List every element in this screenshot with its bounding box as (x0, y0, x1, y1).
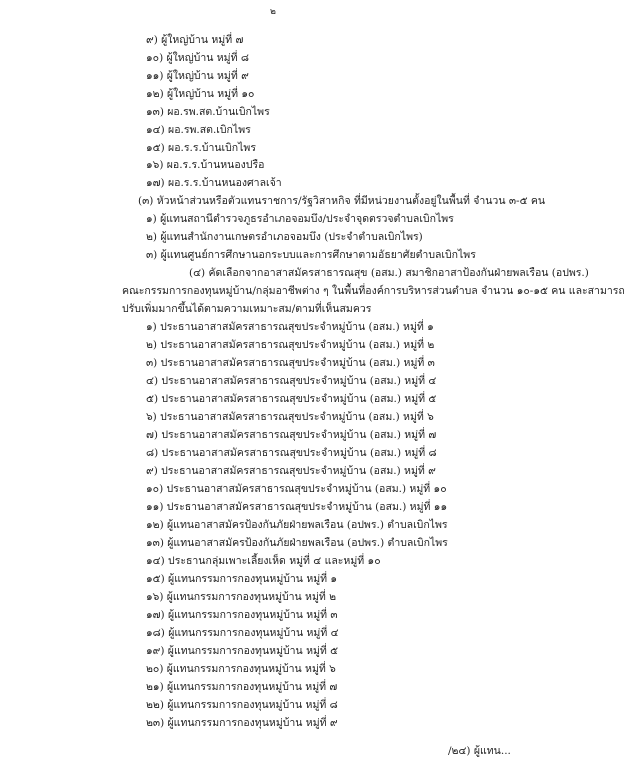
list-item: ๑๑) ประธานอาสาสมัครสาธารณสุขประจำหมู่บ้าน (อสม.) หมู่ที่ ๑๑ (146, 501, 448, 513)
section-heading: (๔) คัดเลือกจากอาสาสมัครสาธารณสุข (อสม.) สมาชิกอาสาป้องกันฝ่ายพลเรือน (อปพร.) (189, 267, 589, 279)
list-item: ๑๖) ผอ.ร.ร.บ้านหนองปรือ (146, 159, 265, 171)
list-item: ๑๐) ผู้ใหญ่บ้าน หมู่ที่ ๘ (146, 52, 249, 64)
list-item: ๓) ผู้แทนศูนย์การศึกษานอกระบบและการศึกษาตามอัธยาศัยตำบลเบิกไพร (146, 249, 476, 261)
list-item: ๑๔) ผอ.รพ.สต.เบิกไพร (146, 124, 251, 136)
list-item: ๘) ประธานอาสาสมัครสาธารณสุขประจำหมู่บ้าน (อสม.) หมู่ที่ ๘ (146, 447, 437, 459)
list-item: ๖) ประธานอาสาสมัครสาธารณสุขประจำหมู่บ้าน (อสม.) หมู่ที่ ๖ (146, 411, 434, 423)
list-item: ๔) ประธานอาสาสมัครสาธารณสุขประจำหมู่บ้าน (อสม.) หมู่ที่ ๔ (146, 375, 437, 387)
list-item: ๑๘) ผู้แทนกรรมการกองทุนหมู่บ้าน หมู่ที่ ๔ (146, 627, 339, 639)
list-item: ๒) ประธานอาสาสมัครสาธารณสุขประจำหมู่บ้าน (อสม.) หมู่ที่ ๒ (146, 339, 435, 351)
continuation-note: /๒๔) ผู้แทน... (448, 745, 511, 757)
list-item: ๑๕) ผู้แทนกรรมการกองทุนหมู่บ้าน หมู่ที่ ๑ (146, 573, 338, 585)
section-heading: (๓) หัวหน้าส่วนหรือตัวแทนราชการ/รัฐวิสาหกิจ ที่มีหน่วยงานตั้งอยู่ในพื้นที่ จำนวน ๓-๕ คน (138, 195, 546, 207)
list-item: ๑) ประธานอาสาสมัครสาธารณสุขประจำหมู่บ้าน (อสม.) หมู่ที่ ๑ (146, 321, 434, 333)
list-item: ๑๗) ผอ.ร.ร.บ้านหนองศาลเจ้า (146, 177, 282, 189)
list-item: ๑๗) ผู้แทนกรรมการกองทุนหมู่บ้าน หมู่ที่ ๓ (146, 609, 338, 621)
list-item: ๑๒) ผู้ใหญ่บ้าน หมู่ที่ ๑๐ (146, 88, 255, 100)
list-item: ๑๙) ผู้แทนกรรมการกองทุนหมู่บ้าน หมู่ที่ ๕ (146, 645, 339, 657)
list-item: ๒๓) ผู้แทนกรรมการกองทุนหมู่บ้าน หมู่ที่ ๙ (146, 717, 338, 729)
list-item: ๒๑) ผู้แทนกรรมการกองทุนหมู่บ้าน หมู่ที่ ๗ (146, 681, 338, 693)
list-item: ๑๐) ประธานอาสาสมัครสาธารณสุขประจำหมู่บ้าน (อสม.) หมู่ที่ ๑๐ (146, 483, 447, 495)
list-item: ๑๕) ผอ.ร.ร.บ้านเบิกไพร (146, 142, 256, 154)
list-item: ๑๓) ผอ.รพ.สต.บ้านเบิกไพร (146, 106, 270, 118)
list-item: ๒๒) ผู้แทนกรรมการกองทุนหมู่บ้าน หมู่ที่ ๘ (146, 699, 338, 711)
page-number: ๒ (270, 7, 276, 17)
list-item: ๑๒) ผู้แทนอาสาสมัครป้องกันภัยฝ่ายพลเรือน (อปพร.) ตำบลเบิกไพร (146, 519, 448, 531)
list-item: ๑๓) ผู้แทนอาสาสมัครป้องกันภัยฝ่ายพลเรือน (อปพร.) ตำบลเบิกไพร (146, 537, 448, 549)
list-item: ๑๑) ผู้ใหญ่บ้าน หมู่ที่ ๙ (146, 70, 249, 82)
paragraph-line: ปรับเพิ่มมากขึ้นได้ตามความเหมาะสม/ตามที่เห็นสมควร (122, 303, 372, 315)
list-item: ๒) ผู้แทนสำนักงานเกษตรอำเภอจอมบึง (ประจำตำบลเบิกไพร) (146, 231, 423, 243)
list-item: ๗) ประธานอาสาสมัครสาธารณสุขประจำหมู่บ้าน (อสม.) หมู่ที่ ๗ (146, 429, 437, 441)
list-item: ๒๐) ผู้แทนกรรมการกองทุนหมู่บ้าน หมู่ที่ ๖ (146, 663, 336, 675)
paragraph-line: คณะกรรมการกองทุนหมู่บ้าน/กลุ่มอาชีพต่าง ๆ ในพื้นที่องค์การบริหารส่วนตำบล จำนวน ๑๐-๑๕ คน และสามารถ (122, 285, 625, 297)
list-item: ๙) ประธานอาสาสมัครสาธารณสุขประจำหมู่บ้าน (อสม.) หมู่ที่ ๙ (146, 465, 436, 477)
list-item: ๑) ผู้แทนสถานีตำรวจภูธรอำเภอจอมบึง/ประจำจุดตรวจตำบลเบิกไพร (146, 213, 454, 225)
list-item: ๑๔) ประธานกลุ่มเพาะเลี้ยงเห็ด หมู่ที่ ๔ และหมู่ที่ ๑๐ (146, 555, 381, 567)
list-item: ๙) ผู้ใหญ่บ้าน หมู่ที่ ๗ (146, 34, 244, 46)
list-item: ๓) ประธานอาสาสมัครสาธารณสุขประจำหมู่บ้าน (อสม.) หมู่ที่ ๓ (146, 357, 435, 369)
list-item: ๑๖) ผู้แทนกรรมการกองทุนหมู่บ้าน หมู่ที่ ๒ (146, 591, 337, 603)
list-item: ๕) ประธานอาสาสมัครสาธารณสุขประจำหมู่บ้าน (อสม.) หมู่ที่ ๕ (146, 393, 437, 405)
